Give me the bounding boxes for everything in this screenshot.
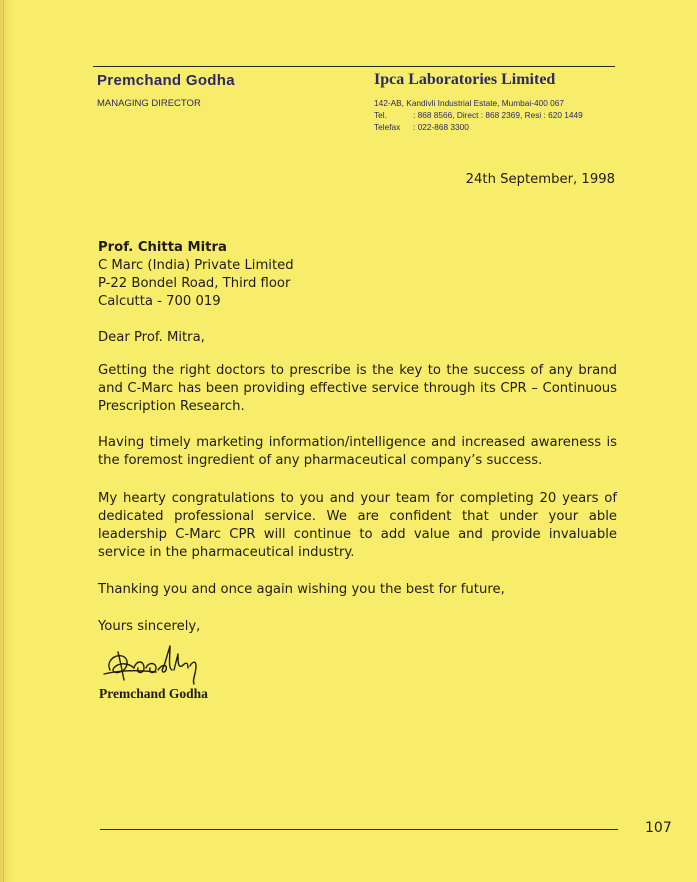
body-paragraph-3: My hearty congratulations to you and your team for completing 20 years of dedicated professional service. We are confident that under your able leadership C-Marc CPR will continue to add value and provide invaluable service in the pharmaceutical industry. bbox=[98, 491, 617, 560]
page-number: 107 bbox=[645, 820, 672, 836]
letterhead-top-rule bbox=[93, 66, 615, 67]
recipient-address bbox=[98, 239, 294, 311]
sender-title: MANAGING DIRECTOR bbox=[97, 98, 201, 109]
recipient-street: P-22 Bondel Road, Third floor bbox=[98, 276, 291, 291]
footer-rule bbox=[100, 829, 618, 830]
sign-off: Yours sincerely, bbox=[98, 619, 201, 634]
telephone-line bbox=[374, 109, 583, 121]
address-line: 142-AB, Kandivli Industrial Estate, Mumbai-400 067 bbox=[374, 98, 565, 108]
page-binding-line bbox=[3, 0, 4, 882]
sender-name: Premchand Godha bbox=[97, 72, 235, 89]
body-paragraph-1: Getting the right doctors to prescribe is the key to the success of any brand and C-Marc has been providing effective service through its CPR – Continuous Prescription Research. bbox=[98, 363, 617, 414]
company-name: Ipca Laboratories Limited bbox=[374, 71, 556, 88]
body-paragraph-2: Having timely marketing information/intelligence and increased awareness is the foremost ingredient of any pharmaceutical company’s success. bbox=[98, 435, 617, 468]
handwritten-signature bbox=[100, 640, 225, 692]
letter-date: 24th September, 1998 bbox=[465, 172, 615, 187]
closing-line: Thanking you and once again wishing you the best for future, bbox=[98, 582, 505, 597]
telefax-value: : 022-868 3300 bbox=[413, 122, 469, 132]
signature-name: Premchand Godha bbox=[99, 686, 208, 701]
tel-label: Tel. bbox=[374, 110, 387, 120]
salutation: Dear Prof. Mitra, bbox=[98, 330, 205, 345]
recipient-company: C Marc (India) Private Limited bbox=[98, 258, 294, 273]
telefax-label: Telefax bbox=[374, 122, 401, 132]
tel-value: : 868 8566, Direct : 868 2369, Resi : 620 1449 bbox=[413, 110, 583, 120]
recipient-city: Calcutta - 700 019 bbox=[98, 294, 221, 309]
company-address-block bbox=[374, 97, 583, 133]
telefax-line bbox=[374, 121, 583, 133]
recipient-name: Prof. Chitta Mitra bbox=[98, 240, 227, 255]
